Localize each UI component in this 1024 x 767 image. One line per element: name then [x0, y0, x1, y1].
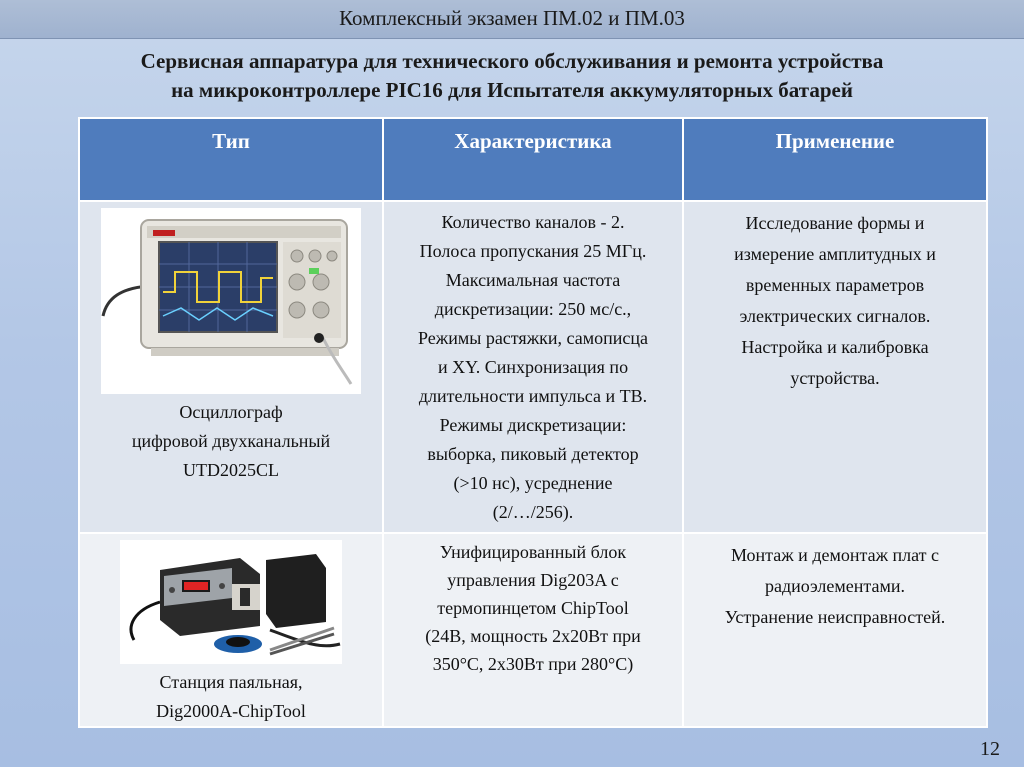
oscilloscope-type-cell: [79, 201, 383, 533]
oscilloscope-name: Осциллограф цифровой двухканальный UTD2025CL: [131, 402, 331, 480]
header-characteristic: Характеристика: [383, 118, 683, 201]
oscilloscope-characteristics: Количество каналов - 2. Полоса пропускания 25 МГц. Максимальная частота дискретизации: 250 мс/с., Режимы растяжки, самописца и XY. Синхронизация по длительности импульса и ТВ. Режимы дискретизации: выборка, пиковый детектор (>10 нс), усреднение (2/…/256).: [383, 201, 683, 533]
soldering-station-image: [120, 540, 342, 664]
equipment-table: [78, 117, 988, 728]
soldering-station-characteristics: Унифицированный блок управления Dig203A с термопинцетом ChipTool (24В, мощность 2х20Вт при 350°С, 2х30Вт при 280°С): [383, 533, 683, 727]
slide-title-line-2: на микроконтроллере PIC16 для Испытателя аккумуляторных батарей: [171, 78, 853, 102]
oscilloscope-application: Исследование формы и измерение амплитудных и временных параметров электрических сигналов. Настройка и калибровка устройства.: [683, 201, 987, 533]
table-header-row: [79, 118, 987, 201]
soldering-station-type-cell: [79, 533, 383, 727]
header-application: Применение: [683, 118, 987, 201]
oscilloscope-image: [101, 208, 361, 394]
slide-title-line-1: Сервисная аппаратура для технического обслуживания и ремонта устройства: [140, 49, 884, 73]
soldering-station-name: Станция паяльная, Dig2000A-ChipTool: [156, 672, 306, 721]
exam-title: Комплексный экзамен ПМ.02 и ПМ.03: [339, 6, 685, 30]
page-number: 12: [980, 738, 1000, 760]
table-row: [79, 201, 987, 533]
table-row: [79, 533, 987, 727]
header-type: Тип: [79, 118, 383, 201]
soldering-station-application: Монтаж и демонтаж плат с радиоэлементами. Устранение неисправностей.: [683, 533, 987, 727]
